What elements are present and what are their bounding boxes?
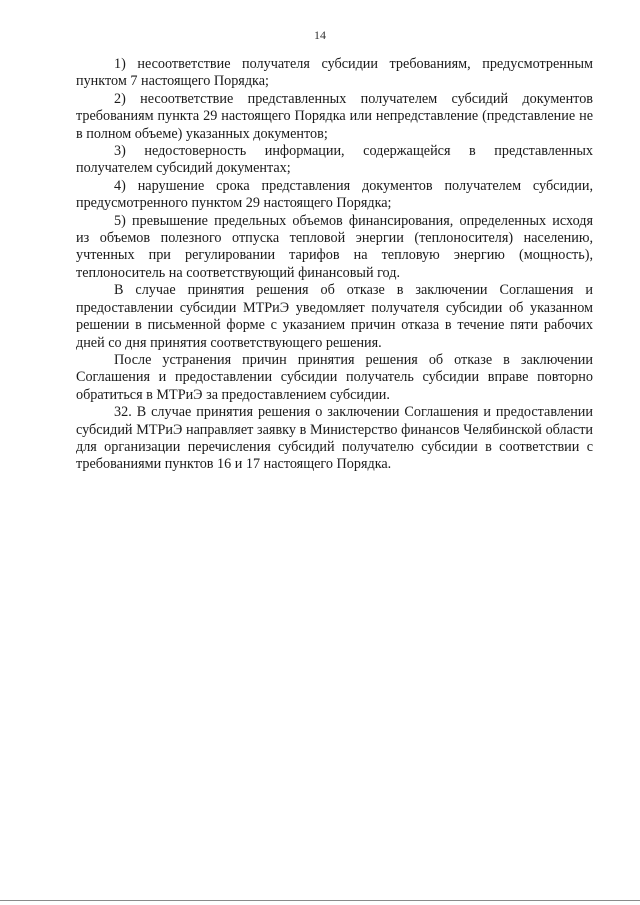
- document-body: [76, 56, 593, 474]
- paragraph-item-1: 1) несоответствие получателя субсидии требованиям, предусмотренным пунктом 7 настоящего Порядка;: [76, 56, 593, 90]
- paragraph-clause-32: 32. В случае принятия решения о заключении Соглашения и предоставлении субсидий МТРиЭ направляет заявку в Министерство финансов Челябинской области для организации перечисления субсидий получателю субсидии в соответствии с требованиями пунктов 16 и 17 настоящего Порядка.: [76, 404, 593, 473]
- paragraph-item-2: 2) несоответствие представленных получателем субсидий документов требованиям пункта 29 настоящего Порядка или непредставление (представление не в полном объеме) указанных документов;: [76, 90, 593, 142]
- paragraph-refusal-notice: В случае принятия решения об отказе в заключении Соглашения и предоставлении субсидии МТРиЭ уведомляет получателя субсидии об указанном решении в письменной форме с указанием причин отказа в течение пяти рабочих дней со дня принятия соответствующего решения.: [76, 282, 593, 351]
- paragraph-reapply: После устранения причин принятия решения об отказе в заключении Соглашения и предоставлении субсидии получатель субсидии вправе повторно обратиться в МТРиЭ за предоставлением субсидии.: [76, 351, 593, 403]
- scan-edge-line: [0, 900, 640, 901]
- paragraph-item-5: 5) превышение предельных объемов финансирования, определенных исходя из объемов полезного отпуска тепловой энергии (теплоносителя) населению, учтенных при регулировании тарифов на тепловую энергию (мощность), теплоноситель на соответствующий финансовый год.: [76, 212, 593, 281]
- page-number: 14: [314, 28, 326, 42]
- paragraph-item-3: 3) недостоверность информации, содержащейся в представленных получателем субсидий документах;: [76, 143, 593, 177]
- paragraph-item-4: 4) нарушение срока представления документов получателем субсидии, предусмотренного пунктом 29 настоящего Порядка;: [76, 177, 593, 212]
